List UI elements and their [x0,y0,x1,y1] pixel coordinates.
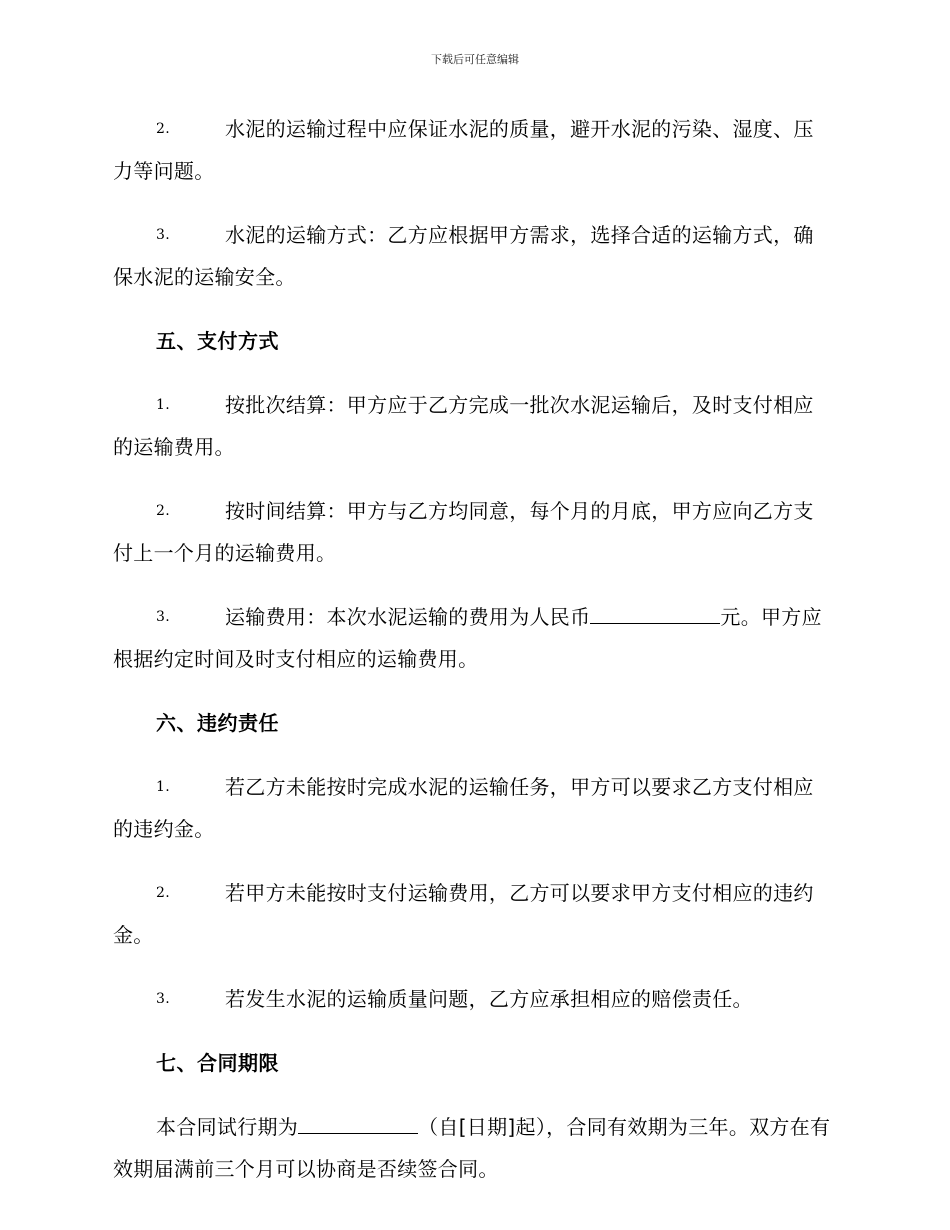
clause-number: 3. [156,991,170,1007]
clause-text: 按时间结算：甲方与乙方均同意，每个月的月底，甲方应向乙方支付上一个月的运输费用。 [113,499,814,565]
clause-number: 2. [156,121,170,137]
fee-amount-blank[interactable] [590,601,720,624]
clause-text: 水泥的运输过程中应保证水泥的质量，避开水泥的污染、湿度、压力等问题。 [113,117,814,183]
clause-6-3 [113,978,833,1020]
clause-5-2 [113,490,833,574]
clause-5-1 [113,384,833,468]
clause-text-before: 运输费用：本次水泥运输的费用为人民币 [225,605,591,629]
clause-number: 2. [156,503,170,519]
clause-5-3 [113,596,833,680]
term-text-before: 本合同试行期为 [156,1115,299,1139]
term-paragraph [113,1106,833,1190]
clause-number: 2. [156,885,170,901]
clause-text: 若甲方未能按时支付运输费用，乙方可以要求甲方支付相应的违约金。 [113,881,814,947]
clause-4-3 [113,214,833,298]
section-heading-term: 七、合同期限 [156,1051,279,1075]
clause-number: 1. [156,397,170,413]
document-body [113,108,833,1212]
clause-text: 若乙方未能按时完成水泥的运输任务，甲方可以要求乙方支付相应的违约金。 [113,775,814,841]
clause-6-1 [113,766,833,850]
clause-4-2 [113,108,833,192]
section-heading-payment: 五、支付方式 [156,329,279,353]
clause-text-after: 元。甲方应根据约定时间及时支付相应的运输费用。 [113,605,822,671]
trial-period-blank[interactable] [298,1111,418,1134]
clause-number: 1. [156,779,170,795]
term-text-after: （自[日期]起），合同有效期为三年。双方在有效期届满前三个月可以协商是否续签合同。 [113,1115,831,1181]
clause-6-2 [113,872,833,956]
clause-text: 水泥的运输方式：乙方应根据甲方需求，选择合适的运输方式，确保水泥的运输安全。 [113,223,814,289]
clause-number: 3. [156,609,170,625]
clause-number: 3. [156,227,170,243]
page-header: 下载后可任意编辑 [431,53,519,66]
clause-text: 若发生水泥的运输质量问题，乙方应承担相应的赔偿责任。 [225,987,753,1011]
clause-text: 按批次结算：甲方应于乙方完成一批次水泥运输后，及时支付相应的运输费用。 [113,393,814,459]
section-heading-liability: 六、违约责任 [156,711,279,735]
